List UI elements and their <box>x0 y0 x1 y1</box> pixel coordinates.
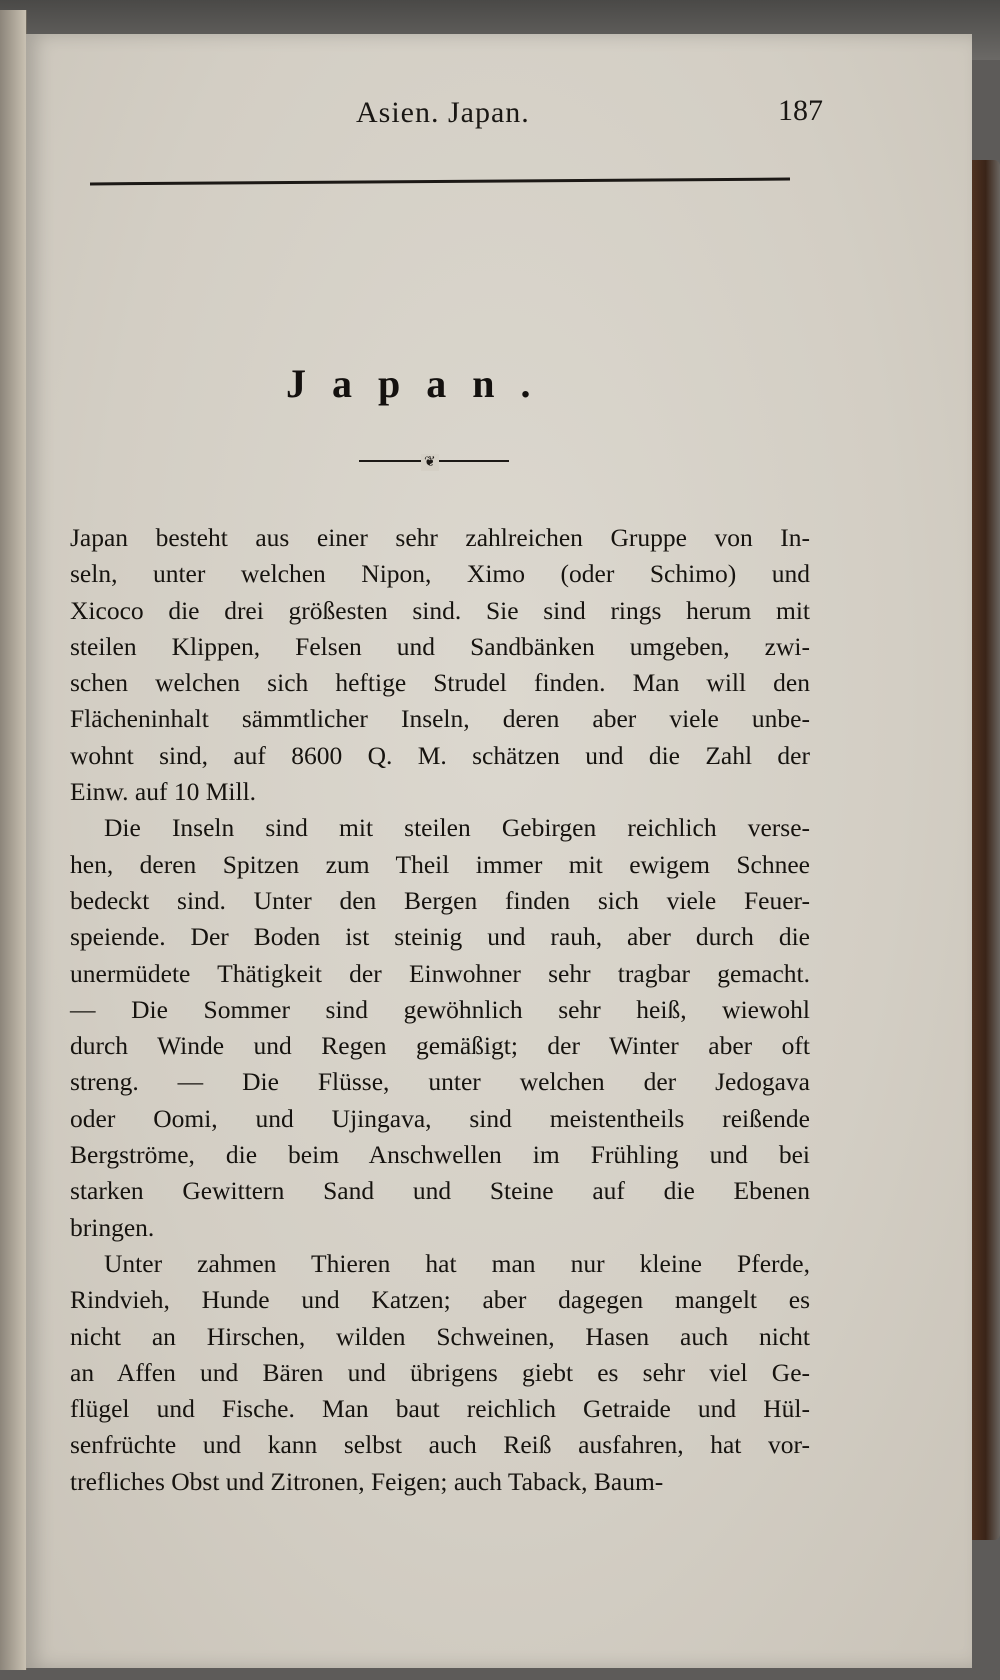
ornament-divider <box>359 454 509 468</box>
paragraph <box>70 520 810 810</box>
paragraph <box>70 1246 810 1500</box>
fleuron-icon: ❦ <box>421 454 439 471</box>
text-line: trefliches Obst und Zitronen, Feigen; auch Taback, Baum- <box>70 1466 664 1496</box>
text-line: Einw. auf 10 Mill. <box>70 777 257 807</box>
text-line: senfrüchte und kann selbst auch Reiß ausfahren, hat vor- <box>70 1430 810 1460</box>
text-line: bedeckt sind. Unter den Bergen finden sich viele Feuer- <box>70 885 810 915</box>
text-line: unermüdete Thätigkeit der Einwohner sehr tragbar gemacht. <box>70 958 810 988</box>
text-line: Bergströme, die beim Anschwellen im Frühling und bei <box>70 1140 810 1170</box>
text-line: oder Oomi, und Ujingava, sind meistentheils reißende <box>70 1103 810 1133</box>
text-line: Japan besteht aus einer sehr zahlreichen Gruppe von In- <box>70 523 810 552</box>
running-head: Asien. Japan. <box>356 96 530 129</box>
text-line: schen welchen sich heftige Strudel finden. Man will den <box>70 668 810 698</box>
text-line: an Affen und Bären und übrigens giebt es sehr viel Ge- <box>70 1357 810 1387</box>
text-line: Unter zahmen Thieren hat man nur kleine Pferde, <box>104 1248 810 1278</box>
text-line: steilen Klippen, Felsen und Sandbänken umgeben, zwi- <box>70 631 810 661</box>
text-line: speiende. Der Boden ist steinig und rauh, aber durch die <box>70 922 810 952</box>
text-line: durch Winde und Regen gemäßigt; der Winter aber oft <box>70 1031 810 1061</box>
text-line: hen, deren Spitzen zum Theil immer mit ewigem Schnee <box>70 849 810 879</box>
text-line: nicht an Hirschen, wilden Schweinen, Hasen auch nicht <box>70 1321 810 1351</box>
text-line: Rindvieh, Hunde und Katzen; aber dagegen mangelt es <box>70 1285 810 1315</box>
chapter-title: Japan. <box>286 361 557 406</box>
body-text <box>70 520 810 1500</box>
text-line: Flächeninhalt sämmtlicher Inseln, deren aber viele unbe- <box>70 704 810 734</box>
text-line: seln, unter welchen Nipon, Ximo (oder Schimo) und <box>70 559 810 589</box>
book-page <box>26 34 972 1668</box>
text-line: wohnt sind, auf 8600 Q. M. schätzen und die Zahl der <box>70 740 810 770</box>
page-number: 187 <box>778 94 823 127</box>
text-line: flügel und Fische. Man baut reichlich Getraide und Hül- <box>70 1394 810 1424</box>
text-line: starken Gewittern Sand und Steine auf die Ebenen <box>70 1176 810 1206</box>
previous-page-edge <box>0 10 27 1670</box>
header-rule <box>90 178 790 186</box>
text-line: — Die Sommer sind gewöhnlich sehr heiß, wiewohl <box>70 994 810 1024</box>
paragraph <box>70 810 810 1246</box>
text-line: bringen. <box>70 1212 155 1242</box>
text-line: Die Inseln sind mit steilen Gebirgen reichlich verse- <box>104 813 810 843</box>
text-line: streng. — Die Flüsse, unter welchen der Jedogava <box>70 1067 810 1097</box>
text-line: Xicoco die drei größesten sind. Sie sind rings herum mit <box>70 595 810 625</box>
